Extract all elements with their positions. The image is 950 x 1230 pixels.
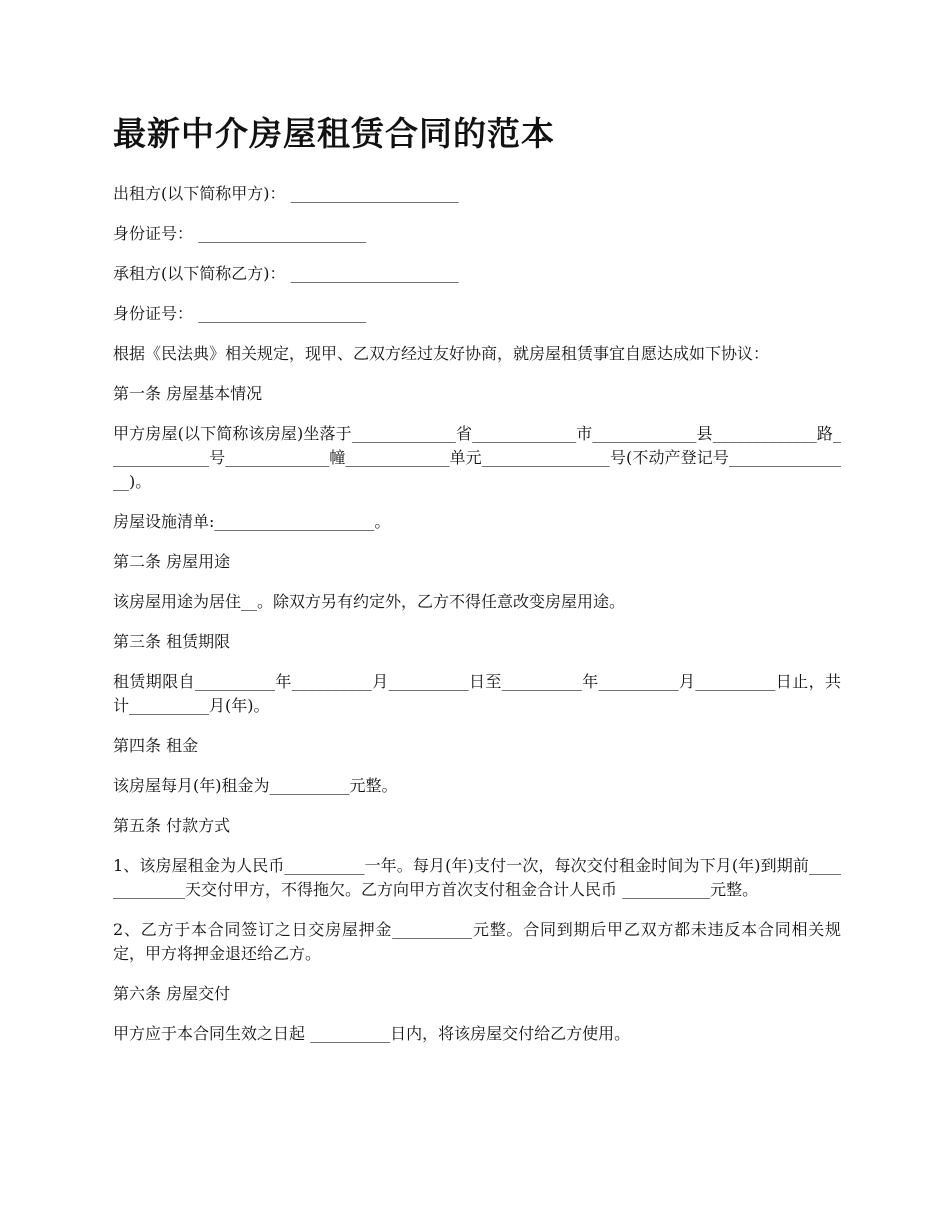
payment-clause-1: 1、该房屋租金为人民币__________一年。每月(年)支付一次，每次交付租金时间为下月(年)到期前_____________天交付甲方，不得拖欠。乙方向甲方首次支付租金合计人民币 ___________元整。 bbox=[113, 856, 841, 899]
lessee-id-line: 身份证号： _____________________ bbox=[113, 304, 367, 323]
lessor-id-line: 身份证号： _____________________ bbox=[113, 224, 367, 243]
article-3-heading: 第三条 租赁期限 bbox=[113, 632, 231, 651]
property-location-paragraph: 甲方房屋(以下简称该房屋)坐落于_____________省_____________市_____________县_____________路_____________号_____________幢_____________单元________________号(不动产登记号________________)。 bbox=[113, 424, 841, 491]
rent-paragraph: 该房屋每月(年)租金为__________元整。 bbox=[113, 776, 398, 795]
article-1-heading: 第一条 房屋基本情况 bbox=[113, 384, 263, 403]
facilities-list-line: 房屋设施清单:____________________。 bbox=[113, 512, 391, 531]
article-5-heading: 第五条 付款方式 bbox=[113, 816, 231, 835]
lessor-line: 出租方(以下简称甲方)： _____________________ bbox=[113, 184, 459, 203]
article-6-heading: 第六条 房屋交付 bbox=[113, 984, 231, 1003]
lease-term-paragraph: 租赁期限自__________年__________月__________日至__________年__________月__________日止，共计__________月(年)。 bbox=[113, 672, 841, 715]
lessee-line: 承租方(以下简称乙方)： _____________________ bbox=[113, 264, 459, 283]
property-use-paragraph: 该房屋用途为居住__。除双方另有约定外，乙方不得任意改变房屋用途。 bbox=[113, 592, 626, 611]
document-page bbox=[113, 112, 841, 1062]
preamble-paragraph: 根据《民法典》相关规定，现甲、乙双方经过友好协商，就房屋租赁事宜自愿达成如下协议： bbox=[113, 344, 770, 363]
article-2-heading: 第二条 房屋用途 bbox=[113, 552, 231, 571]
article-4-heading: 第四条 租金 bbox=[113, 736, 199, 755]
payment-clause-2: 2、乙方于本合同签订之日交房屋押金__________元整。合同到期后甲乙双方都未违反本合同相关规定，甲方将押金退还给乙方。 bbox=[113, 920, 841, 963]
document-title: 最新中介房屋租赁合同的范本 bbox=[113, 114, 555, 153]
handover-paragraph: 甲方应于本合同生效之日起 __________日内，将该房屋交付给乙方使用。 bbox=[113, 1024, 631, 1043]
